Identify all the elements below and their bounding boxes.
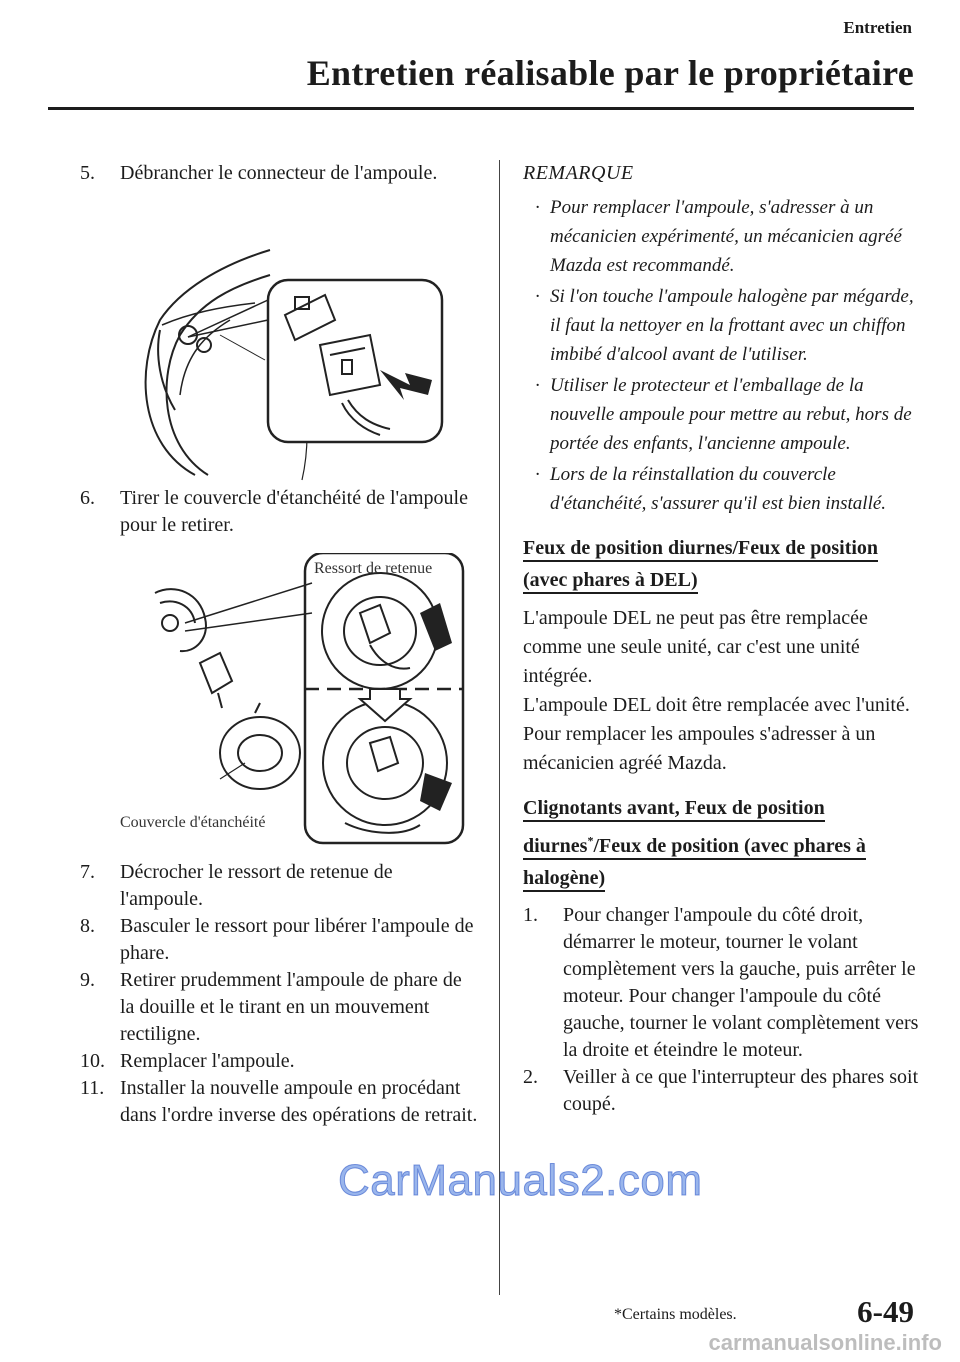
- header-rule: [48, 107, 914, 110]
- bullet-icon: ·: [535, 375, 540, 396]
- paragraph: L'ampoule DEL ne peut pas être remplacée comme une seule unité, car c'est une unité intégrée.: [523, 607, 868, 687]
- footnote-star: *: [587, 833, 594, 847]
- step-7: [80, 859, 480, 913]
- step-8: [80, 913, 480, 967]
- remark-item: [523, 282, 923, 369]
- steps-list: [80, 859, 480, 1129]
- step-6: [80, 485, 480, 539]
- step-text: Installer la nouvelle ampoule en procédant dans l'ordre inverse des opérations de retrait.: [120, 1077, 478, 1126]
- seal-cover-illustration: [80, 553, 480, 849]
- label-retaining-spring: Ressort de retenue: [314, 560, 433, 577]
- remark-text: Utiliser le protecteur et l'emballage de la nouvelle ampoule pour mettre au rebut, hors de portée des enfants, l'ancienne ampoule.: [550, 375, 912, 454]
- step-number: 9.: [80, 969, 95, 991]
- remark-item: [523, 371, 923, 458]
- section-heading-led: [523, 532, 923, 596]
- step-5: [80, 160, 480, 187]
- remark-text: Pour remplacer l'ampoule, s'adresser à un mécanicien expérimenté, un mécanicien agréé Mazda est recommandé.: [550, 197, 902, 276]
- step-9: [80, 967, 480, 1048]
- step-number: 10.: [80, 1050, 105, 1072]
- label-seal-cover: Couvercle d'étanchéité: [120, 814, 266, 831]
- watermark-logo: CarManuals2.com: [338, 1156, 703, 1205]
- heading-part: Clignotants avant, Feux de position diurnes: [523, 797, 825, 857]
- right-column: [523, 160, 923, 1118]
- step-text: Basculer le ressort pour libérer l'ampoule de phare.: [120, 915, 474, 964]
- remark-heading: REMARQUE: [523, 162, 634, 184]
- bullet-icon: ·: [535, 464, 540, 485]
- step-text: Décrocher le ressort de retenue de l'ampoule.: [120, 861, 393, 910]
- connector-illustration: [80, 195, 480, 475]
- remark-text: Si l'on touche l'ampoule halogène par mégarde, il faut la nettoyer en la frottant avec un chiffon imbibé d'alcool avant de l'utiliser.: [550, 286, 914, 365]
- remark-item: [523, 460, 923, 518]
- step-number: 7.: [80, 861, 95, 883]
- step-1: [523, 902, 923, 1064]
- step-number: 1.: [523, 903, 538, 926]
- step-number: 8.: [80, 915, 95, 937]
- left-column: [80, 160, 480, 1129]
- heading-part: /Feux de position (avec phares à halogène): [523, 834, 866, 889]
- column-divider: [499, 160, 500, 1295]
- step-text: Retirer prudemment l'ampoule de phare de la douille et le tirant en un mouvement rectiligne.: [120, 969, 462, 1045]
- step-11: [80, 1075, 480, 1129]
- step-number: 5.: [80, 162, 95, 184]
- step-text: Débrancher le connecteur de l'ampoule.: [120, 162, 438, 184]
- paragraph: L'ampoule DEL doit être remplacée avec l'unité. Pour remplacer les ampoules s'adresser à un mécanicien agréé Mazda.: [523, 694, 910, 774]
- step-text: Veiller à ce que l'interrupteur des phares soit coupé.: [563, 1065, 919, 1115]
- connector-diagram: [80, 195, 480, 485]
- chapter-label: Entretien: [843, 18, 912, 37]
- step-text: Tirer le couvercle d'étanchéité de l'ampoule pour le retirer.: [120, 487, 468, 536]
- seal-cover-diagram: [80, 553, 480, 849]
- footer-watermark: carmanualsonline.info: [708, 1330, 942, 1355]
- step-text: Pour changer l'ampoule du côté droit, démarrer le moteur, tourner le volant complètement vers la gauche, puis arrêter le moteur. Pour changer l'ampoule du côté gauche, tourner le volant complètement vers la droite et éteindre le moteur.: [563, 903, 919, 1061]
- remark-list: [523, 193, 923, 518]
- step-10: [80, 1048, 480, 1075]
- page-number: 6-49: [857, 1294, 914, 1329]
- page-title: Entretien réalisable par le propriétaire: [306, 53, 914, 93]
- remark-item: [523, 193, 923, 280]
- footnote: *Certains modèles.: [614, 1306, 737, 1323]
- remark-text: Lors de la réinstallation du couvercle d'étanchéité, s'assurer qu'il est bien installé.: [550, 464, 887, 514]
- step-number: 6.: [80, 487, 95, 509]
- step-text: Remplacer l'ampoule.: [120, 1050, 295, 1072]
- section-heading-halogen: [523, 792, 923, 894]
- section-heading-text: Feux de position diurnes/Feux de position (avec phares à DEL): [523, 537, 878, 594]
- step-number: 2.: [523, 1065, 538, 1088]
- step-number: 11.: [80, 1077, 105, 1099]
- section-heading-text: [523, 797, 866, 892]
- bullet-icon: ·: [535, 197, 540, 218]
- step-2: [523, 1064, 923, 1118]
- bullet-icon: ·: [535, 286, 540, 307]
